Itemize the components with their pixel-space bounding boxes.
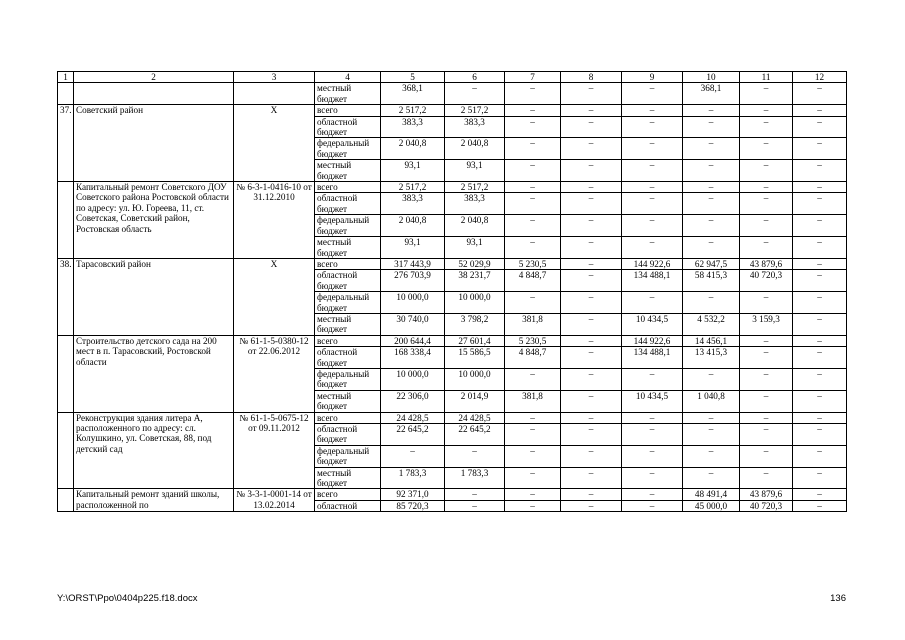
amount-cell-c11: – [740, 138, 793, 160]
amount-cell-c5: 368,1 [381, 83, 445, 105]
amount-cell-c9: – [622, 105, 683, 116]
amount-cell-c10: – [683, 182, 740, 193]
table-row [58, 412, 847, 423]
amount-cell-c7: – [505, 105, 561, 116]
amount-cell-c7: 4 848,7 [505, 347, 561, 369]
amount-cell-c12: – [793, 489, 847, 500]
budget-table [57, 71, 847, 512]
amount-cell-c8: – [561, 412, 622, 423]
amount-cell-c10: – [683, 467, 740, 489]
amount-cell-c5: 200 644,4 [381, 335, 445, 346]
amount-cell-c6: 1 783,3 [445, 467, 505, 489]
amount-cell-c12: – [793, 105, 847, 116]
amount-cell-c11: – [740, 424, 793, 446]
funding-source-cell: федеральный бюджет [315, 292, 381, 314]
amount-cell-c6: – [445, 489, 505, 500]
table-body [58, 83, 847, 512]
amount-cell-c11: – [740, 347, 793, 369]
amount-cell-c6: 3 798,2 [445, 313, 505, 335]
column-number-header: 11 [740, 72, 793, 83]
row-number-cell [58, 83, 74, 105]
amount-cell-c10: – [683, 424, 740, 446]
amount-cell-c8: – [561, 467, 622, 489]
amount-cell-c7: – [505, 445, 561, 467]
amount-cell-c7: – [505, 160, 561, 182]
amount-cell-c9: – [622, 368, 683, 390]
amount-cell-c10: 14 456,1 [683, 335, 740, 346]
amount-cell-c6: 10 000,0 [445, 292, 505, 314]
amount-cell-c8: – [561, 335, 622, 346]
expertise-code-cell: Х [234, 258, 315, 335]
amount-cell-c9: 10 434,5 [622, 313, 683, 335]
amount-cell-c7: – [505, 292, 561, 314]
column-number-header: 6 [445, 72, 505, 83]
object-name-cell: Строительство детского сада на 200 мест в п. Тарасовский, Ростовской области [74, 335, 234, 412]
amount-cell-c5: 317 443,9 [381, 258, 445, 269]
amount-cell-c12: – [793, 390, 847, 412]
amount-cell-c6: 27 601,4 [445, 335, 505, 346]
amount-cell-c8: – [561, 105, 622, 116]
amount-cell-c10: 45 000,0 [683, 500, 740, 511]
expertise-code-cell: № 3-3-1-0001-14 от 13.02.2014 [234, 489, 315, 512]
amount-cell-c5: 2 517,2 [381, 182, 445, 193]
column-number-header: 9 [622, 72, 683, 83]
amount-cell-c10: – [683, 105, 740, 116]
amount-cell-c7: – [505, 412, 561, 423]
amount-cell-c12: – [793, 138, 847, 160]
amount-cell-c10: 13 415,3 [683, 347, 740, 369]
amount-cell-c9: – [622, 193, 683, 215]
amount-cell-c7: 5 230,5 [505, 335, 561, 346]
amount-cell-c11: – [740, 193, 793, 215]
amount-cell-c8: – [561, 500, 622, 511]
funding-source-cell: всего [315, 182, 381, 193]
object-name-cell: Тарасовский район [74, 258, 234, 335]
amount-cell-c8: – [561, 489, 622, 500]
object-name-cell: Советский район [74, 105, 234, 182]
amount-cell-c9: – [622, 160, 683, 182]
amount-cell-c10: 4 532,2 [683, 313, 740, 335]
funding-source-cell: федеральный бюджет [315, 215, 381, 237]
amount-cell-c5: 93,1 [381, 160, 445, 182]
amount-cell-c5: 93,1 [381, 237, 445, 259]
amount-cell-c11: 3 159,3 [740, 313, 793, 335]
amount-cell-c6: 22 645,2 [445, 424, 505, 446]
amount-cell-c7: 381,8 [505, 390, 561, 412]
amount-cell-c12: – [793, 424, 847, 446]
amount-cell-c9: – [622, 412, 683, 423]
funding-source-cell: областной бюджет [315, 347, 381, 369]
amount-cell-c6: 2 517,2 [445, 105, 505, 116]
funding-source-cell: местный бюджет [315, 160, 381, 182]
funding-source-cell: федеральный бюджет [315, 445, 381, 467]
amount-cell-c12: – [793, 292, 847, 314]
amount-cell-c7: – [505, 116, 561, 138]
expertise-code-cell [234, 83, 315, 105]
amount-cell-c7: – [505, 83, 561, 105]
row-number-cell [58, 412, 74, 489]
funding-source-cell: федеральный бюджет [315, 368, 381, 390]
amount-cell-c5: 22 645,2 [381, 424, 445, 446]
amount-cell-c12: – [793, 116, 847, 138]
column-number-row [58, 72, 847, 83]
amount-cell-c11: – [740, 335, 793, 346]
column-number-header: 5 [381, 72, 445, 83]
row-number-cell: 38. [58, 258, 74, 335]
column-number-header: 7 [505, 72, 561, 83]
amount-cell-c11: – [740, 237, 793, 259]
row-number-cell [58, 489, 74, 512]
amount-cell-c6: 2 014,9 [445, 390, 505, 412]
amount-cell-c8: – [561, 237, 622, 259]
amount-cell-c12: – [793, 368, 847, 390]
funding-source-cell: местный бюджет [315, 83, 381, 105]
amount-cell-c9: – [622, 237, 683, 259]
object-name-cell: Капитальный ремонт зданий школы, расположенной по [74, 489, 234, 512]
amount-cell-c6: 383,3 [445, 116, 505, 138]
amount-cell-c9: 144 922,6 [622, 335, 683, 346]
amount-cell-c9: – [622, 292, 683, 314]
amount-cell-c12: – [793, 83, 847, 105]
amount-cell-c9: – [622, 215, 683, 237]
funding-source-cell: всего [315, 335, 381, 346]
amount-cell-c11: 40 720,3 [740, 500, 793, 511]
amount-cell-c6: 93,1 [445, 237, 505, 259]
column-number-header: 12 [793, 72, 847, 83]
amount-cell-c5: 168 338,4 [381, 347, 445, 369]
amount-cell-c8: – [561, 160, 622, 182]
amount-cell-c10: – [683, 292, 740, 314]
amount-cell-c9: – [622, 445, 683, 467]
amount-cell-c8: – [561, 258, 622, 269]
column-number-header: 1 [58, 72, 74, 83]
amount-cell-c6: 93,1 [445, 160, 505, 182]
amount-cell-c8: – [561, 138, 622, 160]
amount-cell-c7: – [505, 467, 561, 489]
amount-cell-c8: – [561, 116, 622, 138]
amount-cell-c5: 383,3 [381, 116, 445, 138]
table-row [58, 335, 847, 346]
funding-source-cell: областной [315, 500, 381, 511]
table-row [58, 489, 847, 500]
amount-cell-c8: – [561, 347, 622, 369]
table-row [58, 83, 847, 105]
amount-cell-c5: 2 517,2 [381, 105, 445, 116]
amount-cell-c12: – [793, 313, 847, 335]
funding-source-cell: областной бюджет [315, 116, 381, 138]
amount-cell-c10: 1 040,8 [683, 390, 740, 412]
amount-cell-c11: – [740, 368, 793, 390]
table-row [58, 258, 847, 269]
amount-cell-c11: – [740, 83, 793, 105]
amount-cell-c7: – [505, 193, 561, 215]
amount-cell-c8: – [561, 215, 622, 237]
amount-cell-c8: – [561, 270, 622, 292]
amount-cell-c10: – [683, 116, 740, 138]
amount-cell-c12: – [793, 467, 847, 489]
amount-cell-c7: 381,8 [505, 313, 561, 335]
amount-cell-c5: 30 740,0 [381, 313, 445, 335]
amount-cell-c10: – [683, 412, 740, 423]
amount-cell-c6: 52 029,9 [445, 258, 505, 269]
amount-cell-c7: – [505, 182, 561, 193]
funding-source-cell: федеральный бюджет [315, 138, 381, 160]
amount-cell-c8: – [561, 424, 622, 446]
amount-cell-c11: – [740, 445, 793, 467]
amount-cell-c9: – [622, 116, 683, 138]
amount-cell-c10: – [683, 368, 740, 390]
amount-cell-c12: – [793, 160, 847, 182]
amount-cell-c11: – [740, 116, 793, 138]
row-number-cell [58, 182, 74, 259]
amount-cell-c11: – [740, 182, 793, 193]
amount-cell-c11: – [740, 105, 793, 116]
amount-cell-c6: 10 000,0 [445, 368, 505, 390]
amount-cell-c6: 24 428,5 [445, 412, 505, 423]
amount-cell-c11: – [740, 215, 793, 237]
funding-source-cell: всего [315, 489, 381, 500]
amount-cell-c6: 2 040,8 [445, 138, 505, 160]
row-number-cell [58, 335, 74, 412]
amount-cell-c10: – [683, 445, 740, 467]
amount-cell-c10: – [683, 237, 740, 259]
amount-cell-c9: – [622, 500, 683, 511]
amount-cell-c9: 10 434,5 [622, 390, 683, 412]
amount-cell-c5: 92 371,0 [381, 489, 445, 500]
amount-cell-c6: – [445, 445, 505, 467]
amount-cell-c7: – [505, 138, 561, 160]
amount-cell-c10: – [683, 215, 740, 237]
amount-cell-c6: – [445, 83, 505, 105]
amount-cell-c5: – [381, 445, 445, 467]
amount-cell-c7: – [505, 215, 561, 237]
amount-cell-c9: – [622, 424, 683, 446]
row-number-cell: 37. [58, 105, 74, 182]
column-number-header: 4 [315, 72, 381, 83]
funding-source-cell: областной бюджет [315, 424, 381, 446]
amount-cell-c11: – [740, 412, 793, 423]
amount-cell-c8: – [561, 292, 622, 314]
amount-cell-c10: 368,1 [683, 83, 740, 105]
amount-cell-c5: 10 000,0 [381, 368, 445, 390]
amount-cell-c9: – [622, 83, 683, 105]
amount-cell-c7: – [505, 489, 561, 500]
amount-cell-c5: 22 306,0 [381, 390, 445, 412]
expertise-code-cell: № 61-1-5-0675-12 от 09.11.2012 [234, 412, 315, 489]
funding-source-cell: всего [315, 258, 381, 269]
amount-cell-c12: – [793, 445, 847, 467]
file-path-footer: Y:\ORST\Ppo\0404p225.f18.docx [57, 593, 198, 604]
amount-cell-c6: – [445, 500, 505, 511]
amount-cell-c5: 276 703,9 [381, 270, 445, 292]
amount-cell-c9: – [622, 182, 683, 193]
amount-cell-c5: 85 720,3 [381, 500, 445, 511]
amount-cell-c12: – [793, 237, 847, 259]
funding-source-cell: местный бюджет [315, 390, 381, 412]
amount-cell-c11: – [740, 390, 793, 412]
amount-cell-c7: – [505, 424, 561, 446]
amount-cell-c10: 48 491,4 [683, 489, 740, 500]
amount-cell-c9: 144 922,6 [622, 258, 683, 269]
column-number-header: 2 [74, 72, 234, 83]
amount-cell-c12: – [793, 182, 847, 193]
expertise-code-cell: № 61-1-5-0380-12 от 22.06.2012 [234, 335, 315, 412]
amount-cell-c11: 40 720,3 [740, 270, 793, 292]
column-number-header: 10 [683, 72, 740, 83]
funding-source-cell: областной бюджет [315, 270, 381, 292]
amount-cell-c9: – [622, 138, 683, 160]
amount-cell-c12: – [793, 500, 847, 511]
amount-cell-c5: 10 000,0 [381, 292, 445, 314]
object-name-cell: Реконструкция здания литера А, расположенного по адресу: сл. Колушкино, ул. Советская, 88, под детский сад [74, 412, 234, 489]
object-name-cell [74, 83, 234, 105]
amount-cell-c12: – [793, 270, 847, 292]
amount-cell-c9: – [622, 489, 683, 500]
amount-cell-c10: 58 415,3 [683, 270, 740, 292]
amount-cell-c7: 5 230,5 [505, 258, 561, 269]
amount-cell-c8: – [561, 445, 622, 467]
amount-cell-c11: – [740, 160, 793, 182]
amount-cell-c8: – [561, 390, 622, 412]
amount-cell-c12: – [793, 412, 847, 423]
funding-source-cell: всего [315, 412, 381, 423]
amount-cell-c11: – [740, 467, 793, 489]
amount-cell-c12: – [793, 347, 847, 369]
amount-cell-c8: – [561, 83, 622, 105]
table-row [58, 182, 847, 193]
amount-cell-c7: – [505, 237, 561, 259]
amount-cell-c11: – [740, 292, 793, 314]
amount-cell-c6: 383,3 [445, 193, 505, 215]
amount-cell-c6: 15 586,5 [445, 347, 505, 369]
amount-cell-c5: 2 040,8 [381, 138, 445, 160]
amount-cell-c8: – [561, 193, 622, 215]
amount-cell-c12: – [793, 258, 847, 269]
amount-cell-c6: 38 231,7 [445, 270, 505, 292]
budget-table-container [57, 71, 847, 512]
funding-source-cell: всего [315, 105, 381, 116]
amount-cell-c8: – [561, 182, 622, 193]
funding-source-cell: местный бюджет [315, 313, 381, 335]
funding-source-cell: областной бюджет [315, 193, 381, 215]
amount-cell-c12: – [793, 335, 847, 346]
amount-cell-c7: – [505, 500, 561, 511]
amount-cell-c8: – [561, 313, 622, 335]
funding-source-cell: местный бюджет [315, 237, 381, 259]
expertise-code-cell: Х [234, 105, 315, 182]
amount-cell-c6: 2 040,8 [445, 215, 505, 237]
amount-cell-c11: 43 879,6 [740, 489, 793, 500]
amount-cell-c10: 62 947,5 [683, 258, 740, 269]
funding-source-cell: местный бюджет [315, 467, 381, 489]
amount-cell-c11: 43 879,6 [740, 258, 793, 269]
amount-cell-c10: – [683, 160, 740, 182]
expertise-code-cell: № 6-3-1-0416-10 от 31.12.2010 [234, 182, 315, 259]
amount-cell-c12: – [793, 193, 847, 215]
amount-cell-c10: – [683, 138, 740, 160]
amount-cell-c7: 4 848,7 [505, 270, 561, 292]
column-number-header: 3 [234, 72, 315, 83]
amount-cell-c9: 134 488,1 [622, 347, 683, 369]
amount-cell-c6: 2 517,2 [445, 182, 505, 193]
object-name-cell: Капитальный ремонт Советского ДОУ Советского района Ростовской области по адресу: ул. Ю. Гореева, 11, ст. Советская, Советский район, Ростовская область [74, 182, 234, 259]
amount-cell-c5: 24 428,5 [381, 412, 445, 423]
column-number-header: 8 [561, 72, 622, 83]
amount-cell-c7: – [505, 368, 561, 390]
amount-cell-c5: 383,3 [381, 193, 445, 215]
amount-cell-c10: – [683, 193, 740, 215]
page-number: 136 [830, 593, 846, 604]
table-row [58, 105, 847, 116]
amount-cell-c5: 2 040,8 [381, 215, 445, 237]
amount-cell-c5: 1 783,3 [381, 467, 445, 489]
amount-cell-c12: – [793, 215, 847, 237]
amount-cell-c9: 134 488,1 [622, 270, 683, 292]
amount-cell-c8: – [561, 368, 622, 390]
amount-cell-c9: – [622, 467, 683, 489]
